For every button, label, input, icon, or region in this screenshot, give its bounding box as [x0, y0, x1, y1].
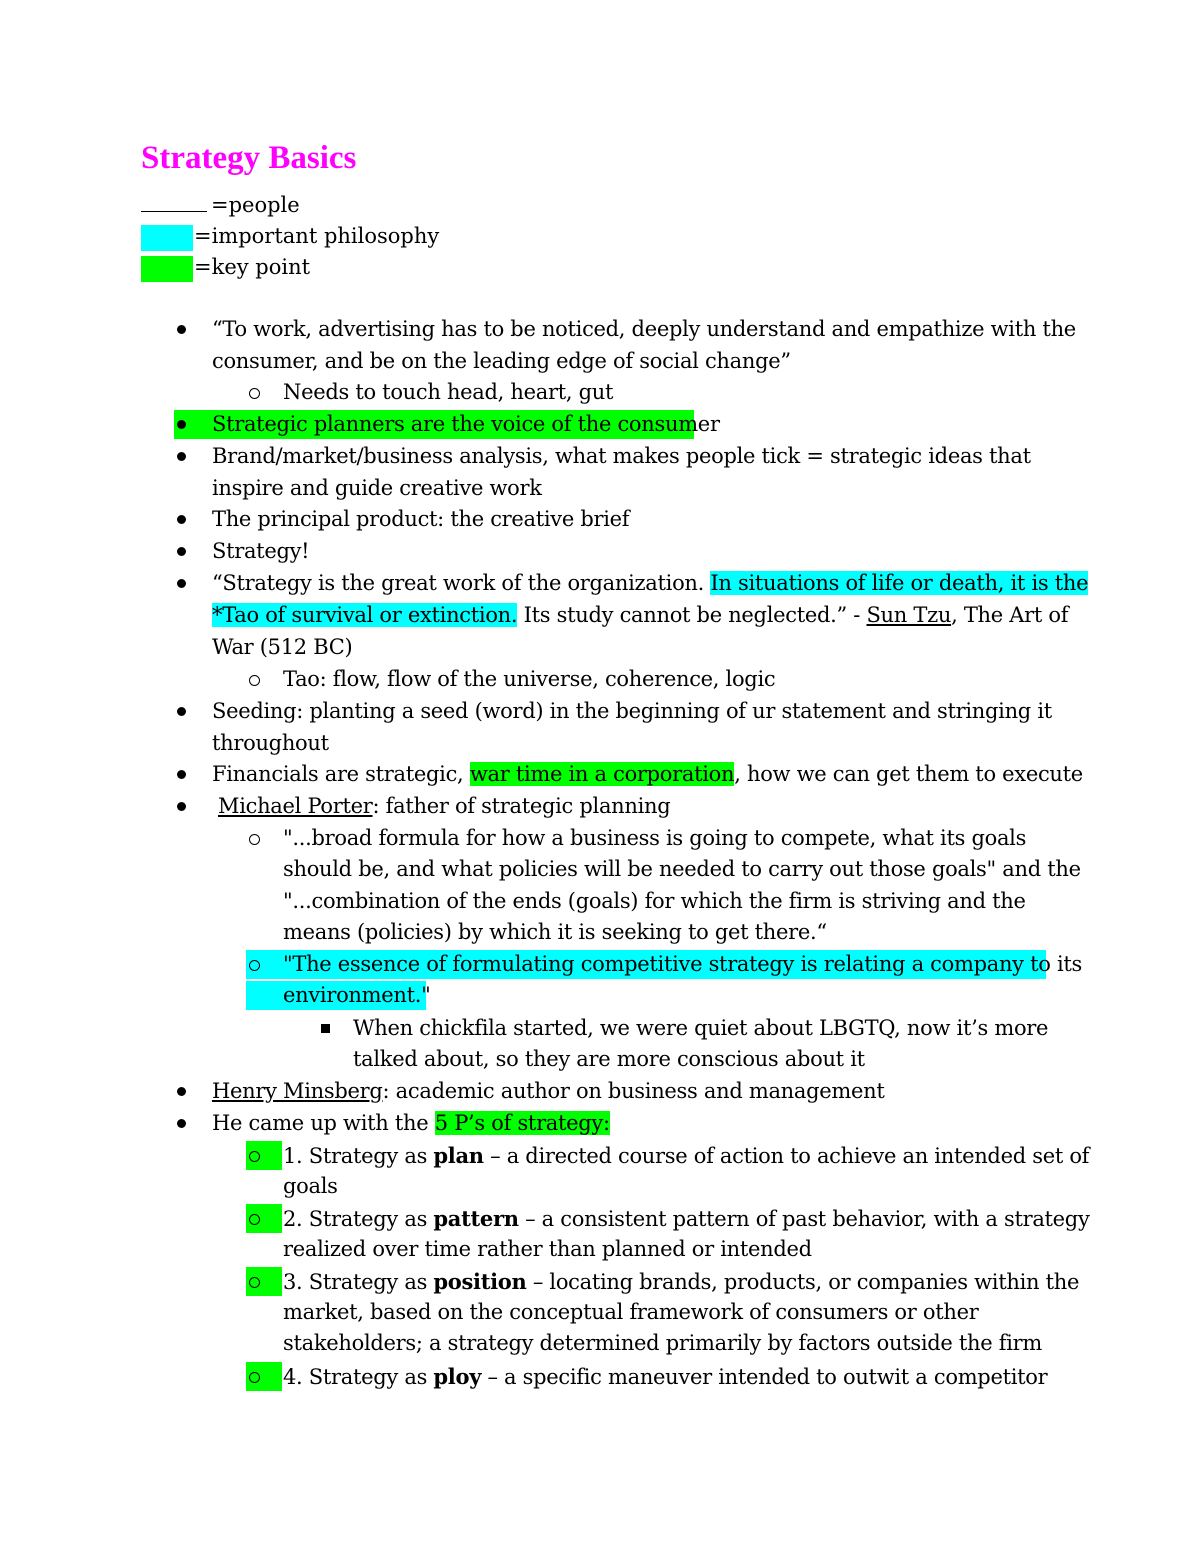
list-item: Strategic planners are the voice of the consumer	[212, 412, 720, 436]
legend-key	[141, 252, 310, 283]
bold-term: position	[433, 1269, 527, 1294]
sub-list-item: "The essence of formulating competitive strategy is relating a company to its	[283, 952, 1082, 976]
sub-bullet-icon	[249, 675, 260, 686]
philosophy-highlight: In situations of life or death, it is the	[710, 571, 1089, 595]
text: 4. Strategy as	[283, 1365, 434, 1389]
sub-list-item: "...broad formula for how a business is going to compete, what its goals	[283, 826, 1027, 850]
philosophy-highlight: *Tao of survival or extinction.	[212, 603, 518, 627]
sub-sub-list-item: When chickfila started, we were quiet about LBGTQ, now it’s more	[353, 1016, 1049, 1040]
bullet-icon	[177, 1087, 186, 1096]
list-item-cont: consumer, and be on the leading edge of social change”	[212, 349, 791, 373]
sub-list-item-cont: market, based on the conceptual framework of consumers or other	[283, 1300, 979, 1324]
sub-list-item-cont: realized over time rather than planned or intended	[283, 1237, 812, 1261]
person-name: Michael Porter	[218, 794, 373, 818]
legend-key-label: =key point	[194, 255, 311, 279]
person-name: Sun Tzu	[866, 603, 952, 627]
list-item: Seeding: planting a seed (word) in the beginning of ur statement and stringing it	[212, 699, 1052, 723]
bullet-icon	[177, 420, 186, 429]
sub-list-item: Tao: flow, flow of the universe, coherence, logic	[283, 667, 776, 691]
bullet-icon	[177, 515, 186, 524]
key-point-highlight: 5 P’s of strategy:	[434, 1111, 610, 1135]
sub-bullet-icon	[249, 1151, 260, 1162]
list-item	[212, 759, 1083, 791]
sub-list-item	[283, 1361, 1047, 1394]
green-swatch	[141, 256, 193, 282]
sub-list-item-cont: means (policies) by which it is seeking to get there.“	[283, 920, 827, 944]
list-item: Strategy!	[212, 539, 310, 563]
text: 2. Strategy as	[283, 1207, 434, 1231]
text: Financials are strategic,	[212, 762, 470, 786]
bullet-icon	[177, 325, 186, 334]
sub-bullet-icon	[249, 1372, 260, 1383]
legend-people-label: =people	[211, 193, 300, 217]
bold-term: pattern	[433, 1206, 519, 1231]
legend-people	[141, 190, 300, 221]
cyan-swatch	[141, 225, 193, 251]
text: He came up with the	[212, 1111, 435, 1135]
text: 1. Strategy as	[283, 1144, 434, 1168]
list-item-cont	[212, 600, 1068, 632]
bullet-icon	[177, 707, 186, 716]
sub-list-item	[283, 1266, 1079, 1299]
bullet-icon	[177, 1119, 186, 1128]
sub-bullet-icon	[249, 1277, 260, 1288]
bullet-icon	[177, 802, 186, 811]
text: , how we can get them to execute	[734, 762, 1083, 786]
sub-bullet-icon	[249, 1214, 260, 1225]
text: : father of strategic planning	[372, 794, 671, 818]
list-item-cont: War (512 BC)	[212, 635, 353, 659]
bullet-icon	[177, 547, 186, 556]
people-underline-swatch	[141, 197, 207, 212]
sub-bullet-icon	[249, 388, 260, 399]
sub-list-item-cont: stakeholders; a strategy determined primarily by factors outside the firm	[283, 1331, 1043, 1355]
text: : academic author on business and management	[382, 1079, 885, 1103]
legend-philosophy	[141, 221, 439, 252]
quote-text: “Strategy is the great work of the organization.	[212, 571, 711, 595]
text: – a directed course of action to achieve an intended set of	[483, 1144, 1090, 1168]
quote-text: Its study cannot be neglected.” -	[517, 603, 867, 627]
list-item	[212, 1108, 610, 1140]
bullet-icon	[177, 452, 186, 461]
bullet-icon	[177, 579, 186, 588]
quote-text: , The Art of	[951, 603, 1069, 627]
list-item	[212, 1076, 885, 1108]
list-item: Brand/market/business analysis, what makes people tick = strategic ideas that	[212, 444, 1031, 468]
text: – a specific maneuver intended to outwit a competitor	[481, 1365, 1048, 1389]
list-item-cont: throughout	[212, 731, 329, 755]
legend-philosophy-label: =important philosophy	[194, 224, 440, 248]
list-item	[218, 791, 670, 823]
sub-bullet-icon	[249, 960, 260, 971]
sub-list-item-cont: should be, and what policies will be needed to carry out those goals" and the	[283, 857, 1081, 881]
sub-list-item-cont: goals	[283, 1174, 338, 1198]
text: – a consistent pattern of past behavior, with a strategy	[518, 1207, 1090, 1231]
list-item	[212, 568, 1088, 600]
text: 3. Strategy as	[283, 1270, 434, 1294]
person-name: Henry Minsberg	[212, 1079, 383, 1103]
sub-list-item	[283, 1203, 1090, 1236]
bullet-icon	[177, 770, 186, 779]
sub-list-item-cont: "...combination of the ends (goals) for which the firm is striving and the	[283, 889, 1026, 913]
text: – locating brands, products, or companies within the	[526, 1270, 1080, 1294]
bold-term: ploy	[433, 1364, 482, 1389]
sub-list-item-cont: environment."	[283, 983, 431, 1007]
bold-term: plan	[433, 1143, 484, 1168]
square-bullet-icon	[321, 1024, 330, 1033]
sub-list-item	[283, 1140, 1089, 1173]
sub-sub-list-item-cont: talked about, so they are more conscious about it	[353, 1047, 865, 1071]
list-item-cont: inspire and guide creative work	[212, 476, 542, 500]
sub-list-item: Needs to touch head, heart, gut	[283, 380, 614, 404]
list-item: The principal product: the creative brief	[212, 507, 630, 531]
list-item: “To work, advertising has to be noticed, deeply understand and empathize with the	[212, 317, 1076, 341]
page-title: Strategy Basics	[141, 140, 357, 176]
key-point-highlight: war time in a corporation	[469, 762, 735, 786]
sub-bullet-icon	[249, 834, 260, 845]
